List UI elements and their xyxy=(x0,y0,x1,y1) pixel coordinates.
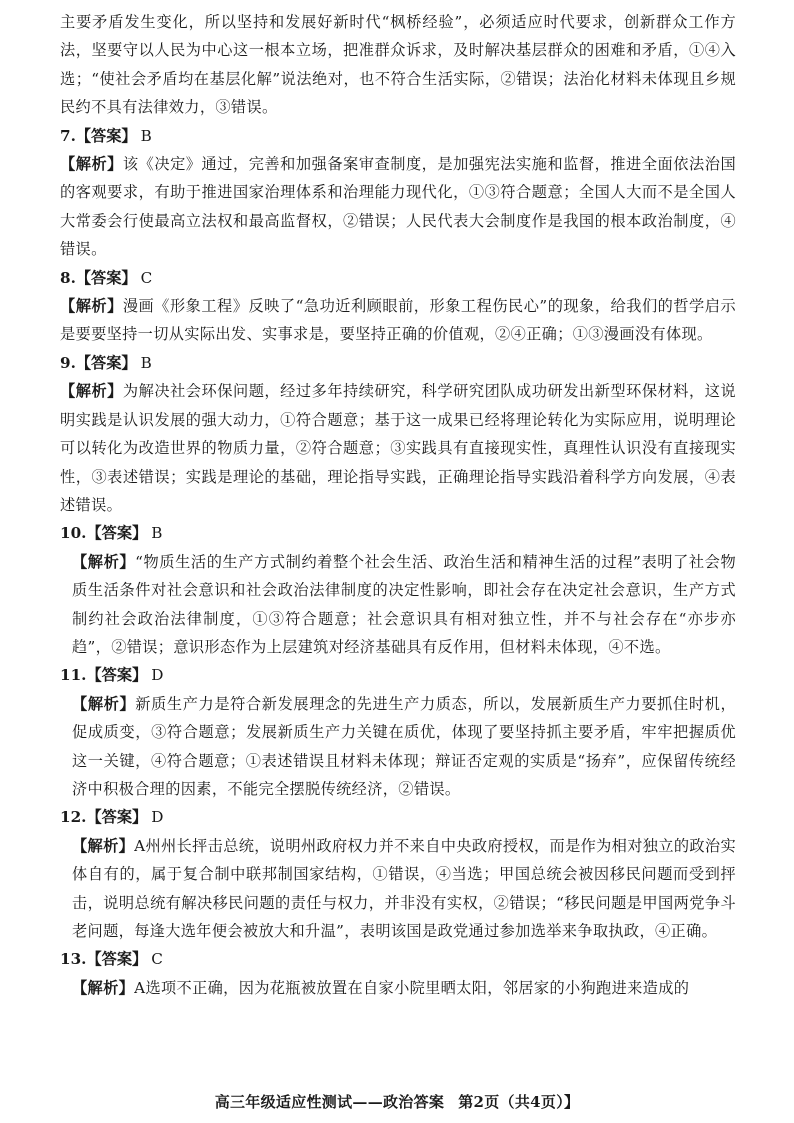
answer-tag: 【答案】 xyxy=(75,353,137,372)
question-number: 8. xyxy=(60,268,76,287)
answer-line xyxy=(60,264,736,292)
answer-tag: 【答案】 xyxy=(86,950,148,969)
explanation-paragraph xyxy=(60,690,736,804)
page-footer xyxy=(0,1091,794,1112)
intro-paragraph: 主要矛盾发生变化，所以坚持和发展好新时代“枫桥经验”，必须适应时代要求，创新群众工作方法，坚要守以人民为中心这一根本立场，把准群众诉求，及时解决基层群众的困难和矛盾，①④入选；“使社会矛盾均在基层化解”说法绝对，也不符合生活实际，②错误；法治化材料未体现且乡规民约不具有法律效力，③错误。 xyxy=(60,13,736,117)
answer-item xyxy=(60,122,736,264)
explanation-tag: 【解析】 xyxy=(60,155,123,174)
answer-item xyxy=(60,945,736,1002)
explanation-paragraph xyxy=(60,548,736,662)
answer-choice: C xyxy=(151,950,163,969)
explanation-paragraph xyxy=(60,377,736,519)
explanation-text: 漫画《形象工程》反映了“急功近利顾眼前，形象工程伤民心”的现象，给我们的哲学启示是要要坚持一切从实际出发、实事求是，要坚持正确的价值观，②④正确；①③漫画没有体现。 xyxy=(60,297,737,344)
answer-item xyxy=(60,661,736,803)
explanation-tag: 【解析】 xyxy=(72,694,136,713)
answer-item xyxy=(60,264,736,349)
question-number: 10. xyxy=(60,524,87,543)
explanation-paragraph xyxy=(60,292,736,349)
footer-page-number: 第2页（共4页）】 xyxy=(458,1093,580,1111)
footer-exam-title: 高三年级适应性测试——政治答案 xyxy=(214,1093,445,1111)
answer-tag: 【答案】 xyxy=(86,524,148,543)
answer-line xyxy=(60,122,736,150)
explanation-tag: 【解析】 xyxy=(72,978,135,997)
question-number: 9. xyxy=(60,353,76,372)
answer-choice: B xyxy=(151,524,163,543)
answer-choice: B xyxy=(140,126,152,145)
answer-line xyxy=(60,661,736,689)
question-number: 12. xyxy=(60,808,87,827)
explanation-tag: 【解析】 xyxy=(72,552,136,571)
answer-line xyxy=(60,945,736,973)
explanation-text: “物质生活的生产方式制约着整个社会生活、政治生活和精神生活的过程”表明了社会物质生活条件对社会意识和社会政治法律制度的决定性影响，即社会存在决定社会意识，生产方式制约社会政治法律制度，①③符合题意；社会意识具有相对独立性，并不与社会存在“亦步亦趋”，②错误；意识形态作为上层建筑对经济基础具有反作用，但材料未体现，④不选。 xyxy=(72,552,736,656)
answer-tag: 【答案】 xyxy=(86,808,148,827)
answer-tag: 【答案】 xyxy=(75,268,137,287)
answer-item xyxy=(60,803,736,945)
answer-choice: D xyxy=(151,808,164,827)
explanation-text: A选项不正确，因为花瓶被放置在自家小院里晒太阳，邻居家的小狗跑进来造成的 xyxy=(134,978,690,997)
answer-choice: B xyxy=(140,353,152,372)
question-number: 11. xyxy=(60,666,87,685)
answer-line xyxy=(60,803,736,831)
answer-choice: C xyxy=(140,268,153,287)
explanation-text: 该《决定》通过，完善和加强备案审查制度，是加强宪法实施和监督，推进全面依法治国的客观要求，有助于推进国家治理体系和治理能力现代化，①③符合题意；全国人大而不是全国人大常委会行使最高立法权和最高监督权，②错误；人民代表大会制度作是我国的根本政治制度，④错误。 xyxy=(60,155,736,259)
answer-item xyxy=(60,349,736,519)
answer-tag: 【答案】 xyxy=(86,666,148,685)
explanation-tag: 【解析】 xyxy=(60,382,123,401)
answer-tag: 【答案】 xyxy=(75,126,137,145)
explanation-tag: 【解析】 xyxy=(60,297,123,316)
explanation-paragraph xyxy=(60,974,736,1002)
question-number: 13. xyxy=(60,950,87,969)
question-number: 7. xyxy=(60,126,76,145)
explanation-text: 为解决社会环保问题，经过多年持续研究，科学研究团队成功研发出新型环保材料，这说明实践是认识发展的强大动力，①符合题意；基于这一成果已经将理论转化为实际应用，说明理论可以转化为改造世界的物质力量，②符合题意；③实践具有直接现实性，真理性认识没有直接现实性，③表述错误；实践是理论的基础，理论指导实践，正确理论指导实践沿着科学方向发展，④表述错误。 xyxy=(60,382,736,514)
answer-choice: D xyxy=(151,666,164,685)
explanation-paragraph xyxy=(60,150,736,264)
explanation-paragraph xyxy=(60,832,736,946)
explanation-text: 新质生产力是符合新发展理念的先进生产力质态，所以，发展新质生产力要抓住时机，促成质变，③符合题意；发展新质生产力关键在质优，体现了要坚持抓主要矛盾，牢牢把握质优这一关键，④符合题意；①表述错误且材料未体现；辩证否定观的实质是“扬弃”，应保留传统经济中积极合理的因素，不能完全摆脱传统经济，②错误。 xyxy=(72,694,736,798)
answer-line xyxy=(60,519,736,547)
answer-list xyxy=(60,122,736,1003)
explanation-tag: 【解析】 xyxy=(72,836,135,855)
answer-item xyxy=(60,519,736,661)
answer-line xyxy=(60,349,736,377)
explanation-text: A州州长抨击总统，说明州政府权力并不来自中央政府授权，而是作为相对独立的政治实体自有的，属于复合制中联邦制国家结构，①错误，④当选；甲国总统会被因移民问题而受到抨击，说明总统有解决移民问题的责任与权力，并非没有实权，②错误；“移民问题是甲国两党争斗老问题，每逢大选年便会被放大和升温”，表明该国是政党通过参加选举来争取执政，④正确。 xyxy=(72,836,736,940)
